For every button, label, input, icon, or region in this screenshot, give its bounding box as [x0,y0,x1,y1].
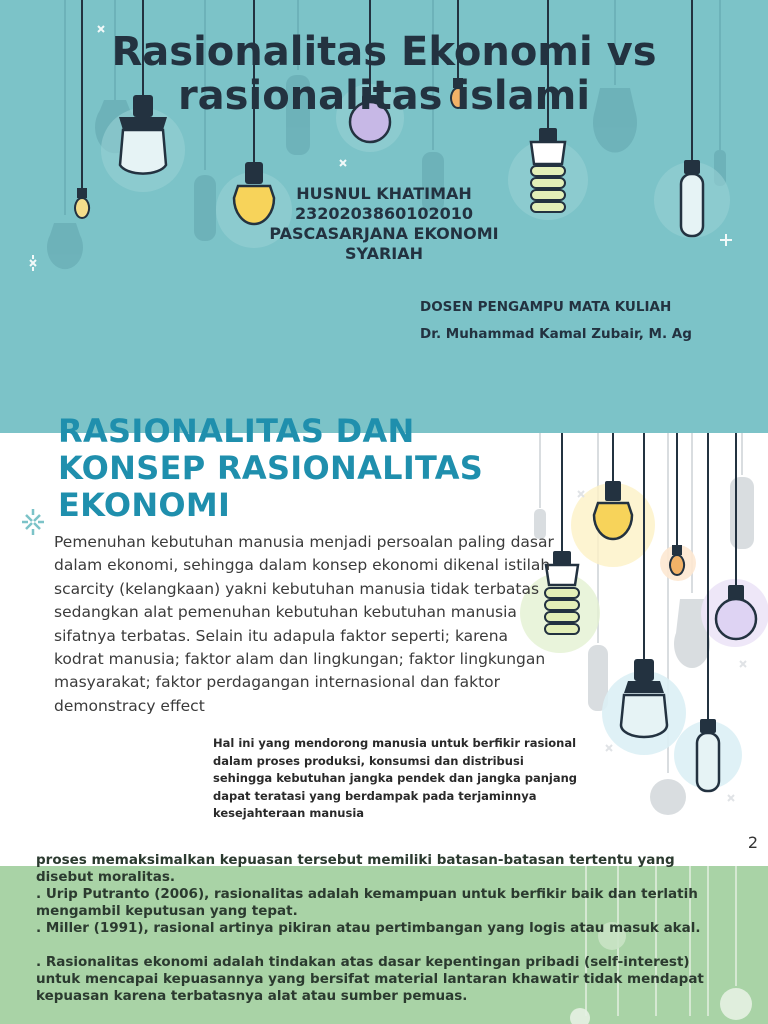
spacer [36,937,726,954]
definition-line: kepuasan karena terbatasnya alat atau sumber pemuas. [36,988,468,1004]
title-line-2: rasionalitas islami [177,73,591,119]
program-line-1: PASCASARJANA EKONOMI [269,224,499,243]
definition-line: disebut moralitas. [36,869,176,885]
lecturer-heading: DOSEN PENGAMPU MATA KULIAH [420,299,672,315]
section-title-line-2: KONSEP RASIONALITAS [58,449,484,487]
definitions-text [36,852,726,1005]
slide-title [0,0,768,433]
author-block [214,184,554,264]
author-name: HUSNUL KHATIMAH [296,184,472,203]
definition-line: mengambil keputusan yang tepat. [36,903,298,919]
author-id: 2320203860102010 [294,204,474,223]
slide-content [0,412,768,866]
section-title-line-3: EKONOMI [58,486,231,524]
body-paragraph: Pemenuhan kebutuhan manusia menjadi persoalan paling dasar dalam ekonomi, sehingga dalam konsep ekonomi dikenal istilah scarcity (kelangkaan) yakni kebutuhan manusia tidak terbatas sedangkan alat pemenuhan kebutuhan kebutuhan manusia sifatnya terbatas. Selain itu adapula faktor seperti; karena kodrat manusia; faktor alam dan lingkungan; faktor lingkungan masyarakat; faktor perdagangan internasional dan faktor demonstracy effect [54,533,554,715]
slide-definitions [0,852,768,1024]
presentation-title [60,30,708,118]
definition-line: untuk mencapai kepuasannya yang bersifat material lantaran khawatir tidak mendapat [36,971,704,987]
definition-line: . Rasionalitas ekonomi adalah tindakan atas dasar kepentingan pribadi (self-interest) [36,954,690,970]
lecturer-name: Dr. Muhammad Kamal Zubair, M. Ag [420,326,692,342]
note-paragraph: Hal ini yang mendorong manusia untuk berfikir rasional dalam proses produksi, konsumsi dan distribusi sehingga kebutuhan jangka pendek dan jangka panjang dapat teratasi yang berdampak pada terjaminnya kesejahteraan manusia [213,736,578,821]
program-line-2: SYARIAH [344,244,423,263]
lecturer-block [420,294,704,348]
definition-line: . Urip Putranto (2006), rasionalitas adalah kemampuan untuk berfikir baik dan terlatih [36,886,698,902]
definition-line: . Miller (1991), rasional artinya pikiran atau pertimbangan yang logis atau masuk akal. [36,920,701,936]
title-line-1: Rasionalitas Ekonomi vs [111,29,657,75]
section-title-line-1: RASIONALITAS DAN [58,412,415,450]
page-number: 2 [747,833,758,852]
definition-line: proses memaksimalkan kepuasan tersebut memiliki batasan-batasan tertentu yang [36,852,675,868]
section-title [58,413,558,524]
